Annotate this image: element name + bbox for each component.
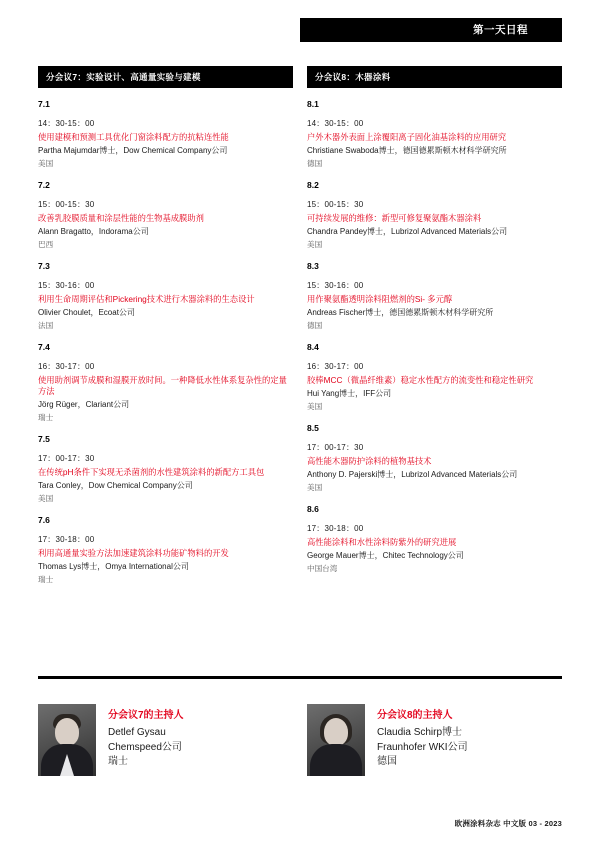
chair-role: 分会议7的主持人 [108, 710, 184, 721]
chair-company: Fraunhofer WKI公司 [377, 741, 468, 753]
session-entry [307, 99, 562, 169]
session-entry [38, 434, 293, 504]
entry-country: 巴西 [38, 239, 54, 249]
session-entry [38, 342, 293, 423]
session-entry [307, 342, 562, 412]
entry-country: 美国 [38, 494, 54, 504]
entry-country: 美国 [307, 239, 323, 249]
entry-number: 8.3 [307, 260, 319, 271]
section-divider [38, 676, 562, 679]
entry-speaker: Partha Majumdar博士，Dow Chemical Company公司 [38, 146, 228, 156]
session-entry [38, 99, 293, 169]
session-column-7 [38, 66, 293, 585]
entry-number: 8.4 [307, 341, 319, 352]
session-header-8: 分会议8：木器涂料 [307, 66, 562, 88]
entry-title: 胶棒MCC（微晶纤维素）稳定水性配方的流变性和稳定性研究 [307, 374, 534, 385]
session-header-7: 分会议7：实验设计、高通量实验与建模 [38, 66, 293, 88]
entry-time: 14：30-15：00 [307, 119, 364, 128]
session-columns [38, 66, 562, 585]
entry-number: 7.6 [38, 515, 50, 526]
entry-number: 7.4 [38, 341, 50, 352]
entry-speaker: Tara Conley，Dow Chemical Company公司 [38, 481, 193, 491]
chairs-section [38, 704, 562, 776]
chair-name: Detlef Gysau [108, 727, 166, 738]
session-entry [38, 261, 293, 331]
entry-number: 8.2 [307, 179, 319, 190]
entry-time: 15：00-15：30 [307, 199, 364, 209]
entry-time: 16：30-17：00 [307, 361, 364, 371]
entry-title: 可持续发展的维修：新型可修复聚氨酯木器涂料 [307, 212, 482, 223]
entry-speaker: Hui Yang博士，IFF公司 [307, 389, 392, 399]
entry-time: 17：30-18：00 [307, 523, 364, 533]
chair-role: 分会议8的主持人 [377, 710, 453, 721]
entry-time: 15：30-16：00 [307, 280, 364, 290]
entry-title: 在传统pH条件下实现无杀菌剂的水性建筑涂料的新配方工具包 [38, 467, 265, 478]
entry-title: 利用高通量实验方法加速建筑涂料功能矿物料的开发 [38, 548, 229, 559]
entry-country: 美国 [307, 482, 323, 492]
page-header [0, 18, 600, 46]
entry-country: 中国台湾 [307, 563, 338, 573]
entry-time: 17：00-17：30 [38, 454, 95, 464]
session-entry [307, 423, 562, 493]
entry-country: 德国 [307, 320, 323, 330]
entry-number: 8.6 [307, 503, 319, 514]
page-footer: 欧洲涂料杂志 中文版 03 - 2023 [454, 819, 562, 828]
entry-speaker: Chandra Pandey博士，Lubrizol Advanced Materials公司 [307, 227, 508, 237]
entry-speaker: Alann Bragatto，Indorama公司 [38, 227, 149, 237]
entry-country: 法国 [38, 320, 54, 330]
entry-country: 美国 [38, 158, 54, 168]
session-entry [38, 180, 293, 250]
avatar [38, 704, 96, 776]
entry-speaker: Christiane Swaboda博士，德国德累斯顿木材科学研究所 [307, 146, 507, 156]
entry-country: 瑞士 [38, 575, 54, 585]
entry-time: 17：00-17：30 [307, 442, 364, 452]
entry-title: 使用建模和预测工具优化门窗涂料配方的抗粘连性能 [38, 132, 229, 142]
session-column-8 [307, 66, 562, 585]
entry-number: 7.1 [38, 99, 50, 109]
entry-speaker: George Mauer博士，Chitec Technology公司 [307, 551, 464, 561]
chair-country: 瑞士 [108, 756, 128, 767]
entry-number: 8.1 [307, 99, 319, 109]
entry-number: 7.5 [38, 434, 50, 445]
chair-company: Chemspeed公司 [108, 741, 182, 753]
entry-speaker: Andreas Fischer博士，德国德累斯顿木材科学研究所 [307, 308, 494, 318]
chair-country: 德国 [377, 756, 397, 767]
entry-time: 14：30-15：00 [38, 119, 95, 128]
entry-title: 使用助剂调节成膜和湿膜开放时间。一种降低水性体系复杂性的定量方法 [38, 374, 287, 397]
entry-number: 7.2 [38, 179, 50, 190]
chair-name: Claudia Schirp博士 [377, 727, 463, 738]
chair-card-8 [307, 704, 562, 776]
session-entry [307, 504, 562, 574]
entry-title: 户外木器外表面上涂覆阳离子固化油基涂料的应用研究 [307, 132, 507, 142]
entry-country: 美国 [307, 401, 323, 411]
session-entry [307, 261, 562, 331]
session-entry [307, 180, 562, 250]
entry-number: 7.3 [38, 260, 50, 271]
session-entry [38, 515, 293, 585]
entry-title: 用作聚氨酯透明涂料阻燃剂的Si- 多元醇 [307, 293, 453, 304]
avatar [307, 704, 365, 776]
entry-time: 15：30-16：00 [38, 280, 95, 290]
entry-speaker: Jörg Rüger，Clariant公司 [38, 400, 130, 410]
entry-country: 德国 [307, 158, 323, 168]
entry-title: 改善乳胶膜质量和涂层性能的生物基成膜助剂 [38, 212, 204, 223]
entry-speaker: Anthony D. Pajerski博士，Lubrizol Advanced Materials公司 [307, 470, 518, 480]
header-title: 第一天日程 [473, 24, 528, 36]
page-number: 41 [547, 21, 562, 36]
entry-number: 8.5 [307, 422, 319, 433]
entry-country: 瑞士 [38, 413, 54, 423]
entry-speaker: Thomas Lys博士，Omya International公司 [38, 562, 189, 572]
entry-speaker: Olivier Choulet，Ecoat公司 [38, 308, 135, 318]
chair-card-7 [38, 704, 293, 776]
entry-time: 17：30-18：00 [38, 535, 95, 545]
entry-title: 高性能木器防护涂料的植物基技术 [307, 455, 432, 466]
entry-title: 高性能涂料和水性涂料防紫外的研究进展 [307, 536, 457, 547]
entry-time: 15：00-15：30 [38, 199, 95, 209]
entry-title: 利用生命周期评估和Pickering技术进行木器涂料的生态设计 [38, 293, 255, 304]
entry-time: 16：30-17：00 [38, 361, 95, 371]
